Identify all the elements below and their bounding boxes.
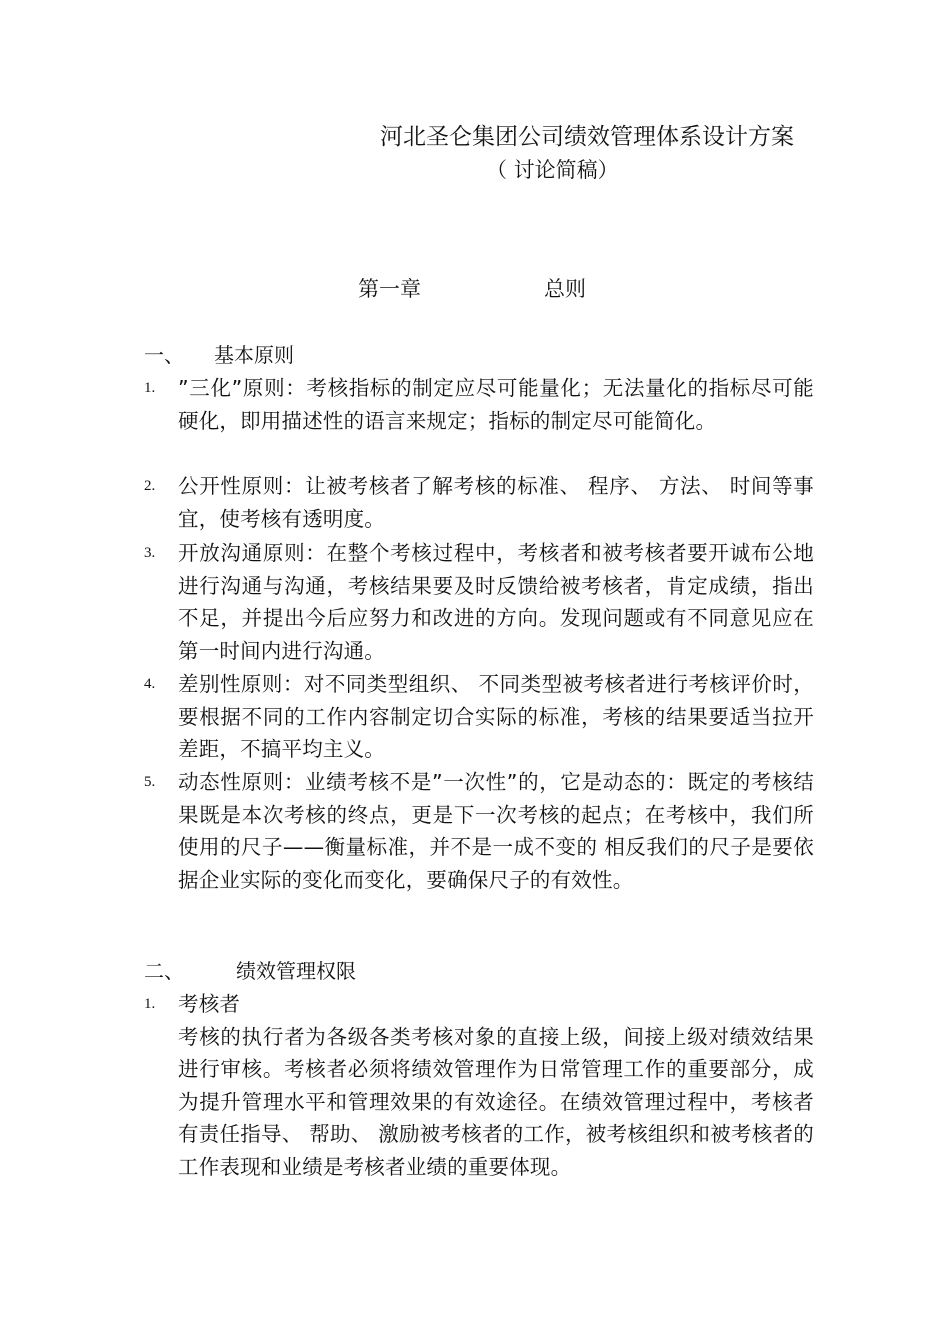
list-item-text: 考核的执行者为各级各类考核对象的直接上级，间接上级对绩效结果进行审核。考核者必须将绩效管理作为日常管理工作的重要部分，成为提升管理水平和管理效果的有效途径。在绩效管理过程中，考核者有责任指导、 帮助、 激励被考核者的工作，被考核组织和被考核者的工作表现和业绩是考核者业绩的重要体现。 — [178, 1024, 814, 1179]
list-item-heading: 考核者 — [178, 992, 241, 1016]
chapter-number: 第一章 — [358, 277, 421, 301]
list-item-text: ”三化”原则：考核指标的制定应尽可能量化；无法量化的指标尽可能硬化，即用描述性的语言来规定；指标的制定尽可能简化。 — [178, 376, 814, 433]
section-title: 基本原则 — [214, 343, 294, 367]
list-item — [144, 988, 814, 1183]
document-title: 河北圣仑集团公司绩效管理体系设计方案 — [380, 124, 794, 150]
list-item — [144, 537, 814, 667]
list-item-text: 差别性原则：对不同类型组织、 不同类型被考核者进行考核评价时，要根据不同的工作内容制定切合实际的标准，考核的结果要适当拉开差距，不搞平均主义。 — [178, 672, 814, 761]
list-item-number: 1. — [144, 996, 156, 1012]
list-item — [144, 372, 814, 437]
document-subtitle: （ 讨论简稿） — [486, 158, 619, 182]
section-number: 一、 — [144, 343, 184, 367]
list-item-number: 3. — [144, 545, 156, 561]
section-number: 二、 — [144, 959, 184, 983]
list-item-text: 公开性原则：让被考核者了解考核的标准、 程序、 方法、 时间等事宜，使考核有透明度。 — [178, 474, 814, 531]
list-item-number: 2. — [144, 478, 156, 494]
list-item-number: 1. — [144, 380, 156, 396]
list-item — [144, 470, 814, 535]
section-title: 绩效管理权限 — [236, 959, 356, 983]
list-item — [144, 668, 814, 766]
list-item — [144, 766, 814, 896]
list-item-number: 5. — [144, 774, 156, 790]
list-item-number: 4. — [144, 676, 156, 692]
list-item-text: 开放沟通原则：在整个考核过程中，考核者和被考核者要开诚布公地进行沟通与沟通，考核结果要及时反馈给被考核者，肯定成绩，指出不足，并提出今后应努力和改进的方向。发现问题或有不同意见应在第一时间内进行沟通。 — [178, 541, 814, 663]
chapter-name: 总则 — [544, 277, 586, 301]
list-item-text: 动态性原则：业绩考核不是”一次性”的，它是动态的：既定的考核结果既是本次考核的终点，更是下一次考核的起点；在考核中，我们所使用的尺子——衡量标准，并不是一成不变的 相反我们的尺子是要依据企业实际的变化而变化，要确保尺子的有效性。 — [178, 770, 814, 892]
